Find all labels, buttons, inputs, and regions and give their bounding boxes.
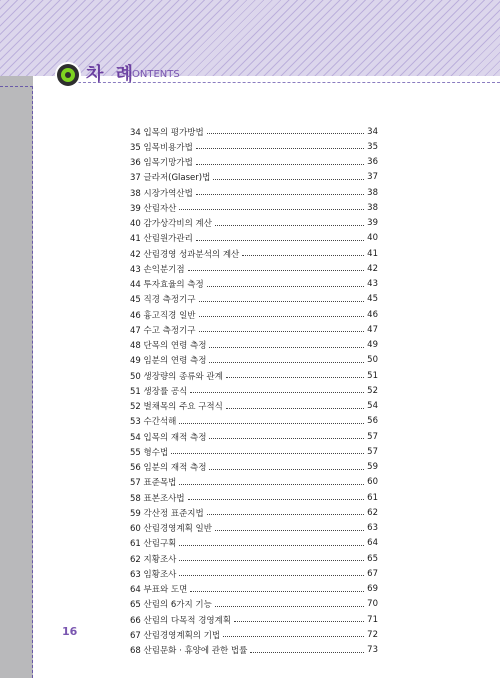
- toc-entry[interactable]: [130, 124, 378, 139]
- toc-entry-page: 56: [367, 416, 378, 427]
- toc-entry-title: 37 글라저(Glaser)법: [130, 173, 211, 184]
- toc-entry[interactable]: [130, 216, 378, 231]
- toc-entry-page: 51: [367, 370, 378, 381]
- toc-dot-leader: [215, 606, 364, 607]
- toc-entry[interactable]: [130, 246, 378, 261]
- toc-entry-title: 57 표준목법: [130, 478, 177, 489]
- toc-entry[interactable]: [130, 612, 378, 627]
- toc-entry[interactable]: [130, 414, 378, 429]
- toc-entry-page: 38: [367, 187, 378, 198]
- toc-dot-leader: [242, 255, 364, 256]
- toc-entry-title: 62 지황조사: [130, 554, 177, 565]
- toc-entry-title: 60 산림경영계획 일반: [130, 524, 212, 535]
- toc-entry[interactable]: [130, 139, 378, 154]
- toc-dot-leader: [196, 148, 364, 149]
- toc-entry-page: 63: [367, 523, 378, 534]
- toc-entry-title: 48 단목의 연령 측정: [130, 341, 207, 352]
- toc-entry-title: 66 산림의 다목적 경영계획: [130, 615, 232, 626]
- toc-entry-page: 40: [367, 233, 378, 244]
- toc-entry-title: 63 임황조사: [130, 569, 177, 580]
- toc-entry-title: 49 임분의 연령 측정: [130, 356, 207, 367]
- toc-dot-leader: [190, 591, 364, 592]
- toc-dot-leader: [207, 286, 364, 287]
- toc-entry-title: 61 산림구획: [130, 539, 177, 550]
- toc-dot-leader: [179, 423, 364, 424]
- toc-dot-leader: [188, 499, 365, 500]
- toc-dot-leader: [199, 316, 365, 317]
- toc-entry[interactable]: [130, 643, 378, 658]
- toc-entry[interactable]: [130, 200, 378, 215]
- toc-entry-title: 41 산림원가관리: [130, 234, 193, 245]
- toc-entry[interactable]: [130, 444, 378, 459]
- toc-entry-title: 64 부표와 도면: [130, 585, 188, 596]
- toc-entry-page: 43: [367, 279, 378, 290]
- toc-entry-title: 51 생장률 공식: [130, 386, 188, 397]
- toc-entry[interactable]: [130, 429, 378, 444]
- circle-badge-icon: [57, 64, 79, 86]
- toc-dot-leader: [209, 469, 364, 470]
- toc-entry[interactable]: [130, 521, 378, 536]
- badge-core: [65, 72, 71, 78]
- toc-entry-page: 70: [367, 599, 378, 610]
- margin-guide-horizontal: [0, 86, 33, 87]
- toc-dot-leader: [215, 225, 364, 226]
- toc-dot-leader: [199, 331, 365, 332]
- toc-dot-leader: [188, 270, 365, 271]
- toc-entry[interactable]: [130, 566, 378, 581]
- toc-dot-leader: [223, 636, 364, 637]
- badge-ring: [61, 68, 75, 82]
- header-pattern-band: [0, 0, 500, 76]
- toc-entry[interactable]: [130, 368, 378, 383]
- toc-dot-leader: [179, 484, 364, 485]
- toc-entry-page: 36: [367, 157, 378, 168]
- toc-entry-page: 47: [367, 324, 378, 335]
- toc-dot-leader: [196, 164, 364, 165]
- toc-entry-page: 37: [367, 172, 378, 183]
- toc-dot-leader: [171, 453, 364, 454]
- toc-dot-leader: [196, 194, 364, 195]
- toc-entry-title: 53 수간석해: [130, 417, 177, 428]
- toc-entry[interactable]: [130, 505, 378, 520]
- toc-entry-title: 42 산림경영 성과분석의 계산: [130, 249, 240, 260]
- toc-entry[interactable]: [130, 322, 378, 337]
- toc-entry-page: 73: [367, 645, 378, 656]
- toc-entry-page: 59: [367, 462, 378, 473]
- toc-entry-page: 64: [367, 538, 378, 549]
- toc-entry-page: 57: [367, 431, 378, 442]
- toc-entry[interactable]: [130, 399, 378, 414]
- toc-entry-page: 46: [367, 309, 378, 320]
- toc-entry-page: 57: [367, 446, 378, 457]
- toc-entry-title: 35 임목비용가법: [130, 142, 193, 153]
- toc-entry-page: 49: [367, 340, 378, 351]
- toc-entry-title: 56 임분의 재적 측정: [130, 463, 207, 474]
- toc-entry-page: 65: [367, 553, 378, 564]
- toc-dot-leader: [226, 377, 364, 378]
- toc-entry[interactable]: [130, 261, 378, 276]
- toc-entry-title: 34 입목의 평가방법: [130, 127, 204, 138]
- toc-entry-title: 55 형수법: [130, 447, 169, 458]
- toc-entry-title: 36 임목기망가법: [130, 158, 193, 169]
- toc-dot-leader: [196, 240, 364, 241]
- toc-entry[interactable]: [130, 353, 378, 368]
- toc-entry-title: 39 산림자산: [130, 203, 177, 214]
- toc-entry[interactable]: [130, 551, 378, 566]
- toc-dot-leader: [209, 362, 364, 363]
- toc-entry-title: 50 생장량의 종류와 관계: [130, 371, 223, 382]
- toc-entry-page: 71: [367, 614, 378, 625]
- toc-entry[interactable]: [130, 460, 378, 475]
- toc-entry-page: 67: [367, 568, 378, 579]
- toc-entry-page: 35: [367, 141, 378, 152]
- toc-entry-title: 54 입목의 재적 측정: [130, 432, 207, 443]
- page-title: 차 례: [86, 64, 137, 85]
- toc-dot-leader: [234, 621, 364, 622]
- page-subtitle: CONTENTS: [125, 69, 180, 80]
- toc-entry[interactable]: [130, 170, 378, 185]
- toc-entry-page: 72: [367, 629, 378, 640]
- toc-entry-page: 39: [367, 218, 378, 229]
- toc-dot-leader: [226, 408, 364, 409]
- toc-entry-title: 45 직경 측정기구: [130, 295, 196, 306]
- toc-dot-leader: [179, 560, 364, 561]
- toc-entry-page: 34: [367, 126, 378, 137]
- toc-entry[interactable]: [130, 155, 378, 170]
- toc-entry-title: 52 벌채목의 주요 구적식: [130, 402, 223, 413]
- toc-entry-title: 47 수고 측정기구: [130, 325, 196, 336]
- toc-entry[interactable]: [130, 475, 378, 490]
- toc-entry-title: 38 시장가역산법: [130, 188, 193, 199]
- toc-dot-leader: [209, 438, 364, 439]
- toc-entry[interactable]: [130, 185, 378, 200]
- toc-entry[interactable]: [130, 277, 378, 292]
- toc-dot-leader: [209, 347, 364, 348]
- toc-entry[interactable]: [130, 383, 378, 398]
- toc-dot-leader: [207, 514, 364, 515]
- toc-entry-page: 50: [367, 355, 378, 366]
- toc-entry-page: 42: [367, 263, 378, 274]
- toc-entry[interactable]: [130, 231, 378, 246]
- toc-dot-leader: [207, 133, 364, 134]
- page-number: 16: [62, 625, 78, 638]
- toc-entry[interactable]: [130, 582, 378, 597]
- toc-entry[interactable]: [130, 307, 378, 322]
- toc-entry-page: 60: [367, 477, 378, 488]
- toc-entry[interactable]: [130, 597, 378, 612]
- toc-entry-page: 61: [367, 492, 378, 503]
- toc-entry-title: 65 산림의 6가지 기능: [130, 600, 212, 611]
- toc-entry-page: 41: [367, 248, 378, 259]
- toc-entry-title: 46 흉고직경 일반: [130, 310, 196, 321]
- toc-entry-title: 67 산림경영계획의 기법: [130, 630, 221, 641]
- toc-entry-title: 59 각산정 표준지법: [130, 508, 204, 519]
- toc-dot-leader: [179, 545, 364, 546]
- toc-entry-title: 40 감가상각비의 계산: [130, 219, 212, 230]
- toc-dot-leader: [179, 575, 364, 576]
- toc-entry-page: 45: [367, 294, 378, 305]
- margin-guide-vertical: [32, 86, 33, 678]
- toc-dot-leader: [190, 392, 364, 393]
- toc-dot-leader: [199, 301, 365, 302]
- table-of-contents: [130, 124, 378, 658]
- toc-entry-page: 38: [367, 202, 378, 213]
- toc-entry[interactable]: [130, 292, 378, 307]
- toc-entry-page: 52: [367, 385, 378, 396]
- toc-entry[interactable]: [130, 490, 378, 505]
- toc-entry-page: 54: [367, 401, 378, 412]
- toc-dot-leader: [213, 179, 364, 180]
- toc-entry[interactable]: [130, 536, 378, 551]
- toc-dot-leader: [250, 652, 364, 653]
- toc-entry[interactable]: [130, 627, 378, 642]
- toc-entry-title: 44 투자효율의 측정: [130, 280, 204, 291]
- toc-entry-title: 58 표본조사법: [130, 493, 185, 504]
- toc-entry[interactable]: [130, 338, 378, 353]
- toc-entry-page: 62: [367, 507, 378, 518]
- toc-entry-title: 68 산림문화 · 휴양에 관한 법률: [130, 646, 248, 657]
- toc-dot-leader: [179, 209, 364, 210]
- toc-entry-title: 43 손익분기점: [130, 264, 185, 275]
- toc-dot-leader: [215, 530, 364, 531]
- toc-entry-page: 69: [367, 584, 378, 595]
